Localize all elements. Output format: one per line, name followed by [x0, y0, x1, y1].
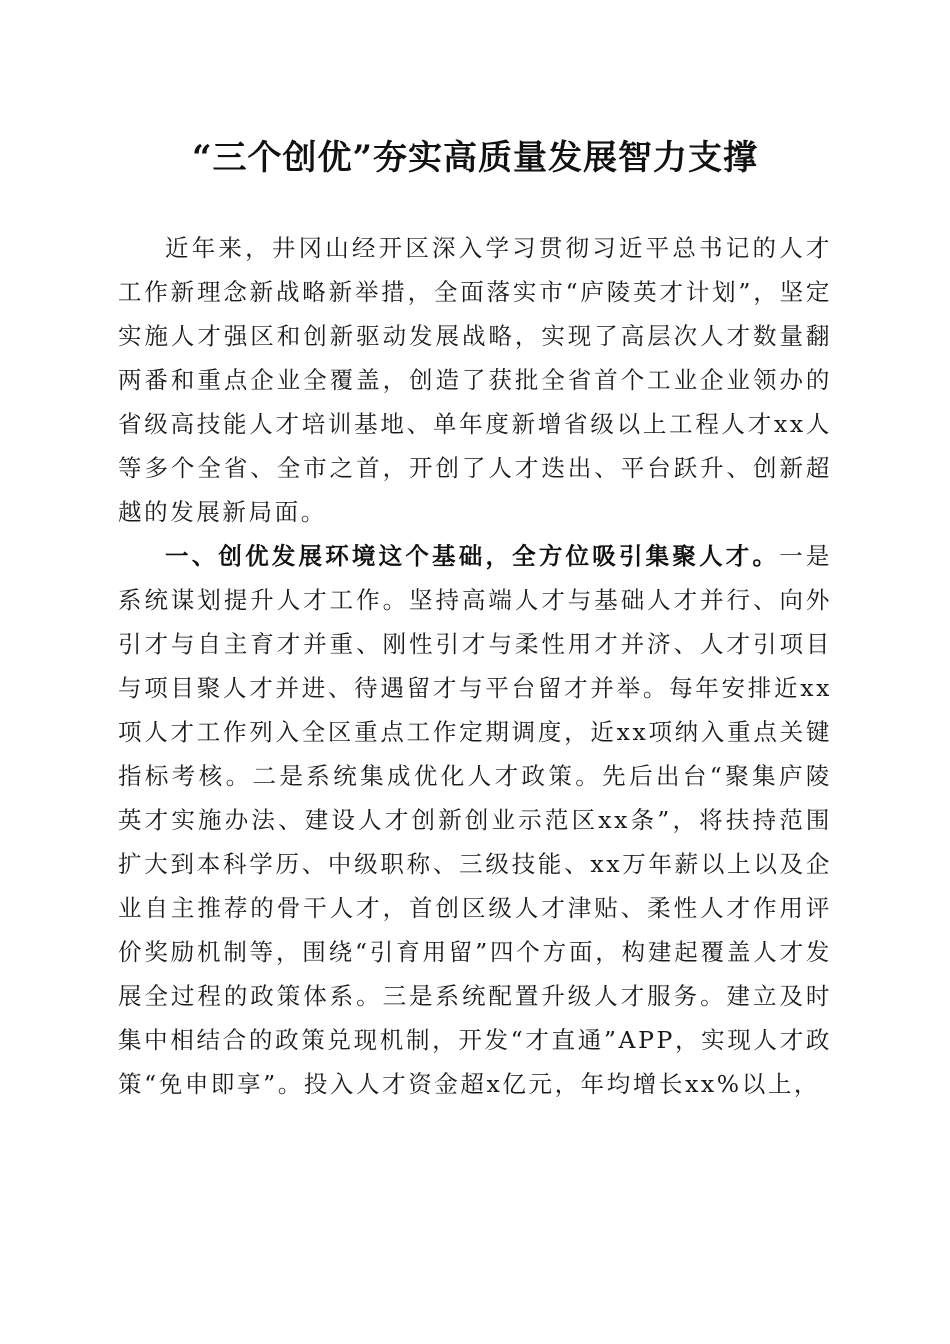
section-one-paragraph — [118, 534, 832, 1106]
document-title: “三个创优”夯实高质量发展智力支撑 — [191, 138, 759, 178]
intro-paragraph — [118, 226, 832, 534]
intro-paragraph-text: 近年来，井冈山经开区深入学习贯彻习近平总书记的人才工作新理念新战略新举措，全面落实市“庐陵英才计划”，坚定实施人才强区和创新驱动发展战略，实现了高层次人才数量翻两番和重点企业全覆盖，创造了获批全省首个工业企业领办的省级高技能人才培训基地、单年度新增省级以上工程人才xx人等多个全省、全市之首，开创了人才迭出、平台跃升、创新超越的发展新局面。 — [118, 234, 832, 526]
section-one-text: 一是系统谋划提升人才工作。坚持高端人才与基础人才并行、向外引才与自主育才并重、刚性引才与柔性用才并济、人才引项目与项目聚人才并进、待遇留才与平台留才并举。每年安排近xx项人才工作列入全区重点工作定期调度，近xx项纳入重点关键指标考核。二是系统集成优化人才政策。先后出台“聚集庐陵英才实施办法、建设人才创新创业示范区xx条”，将扶持范围扩大到本科学历、中级职称、三级技能、xx万年薪以上以及企业自主推荐的骨干人才，首创区级人才津贴、柔性人才作用评价奖励机制等，围绕“引育用留”四个方面，构建起覆盖人才发展全过程的政策体系。三是系统配置升级人才服务。建立及时集中相结合的政策兑现机制，开发“才直通”APP，实现人才政策“免申即享”。投入人才资金超x亿元，年均增长xx%以上， — [118, 542, 832, 1098]
document-body — [118, 226, 832, 1106]
section-one-heading: 一、创优发展环境这个基础，全方位吸引集聚人才。 — [165, 542, 780, 570]
